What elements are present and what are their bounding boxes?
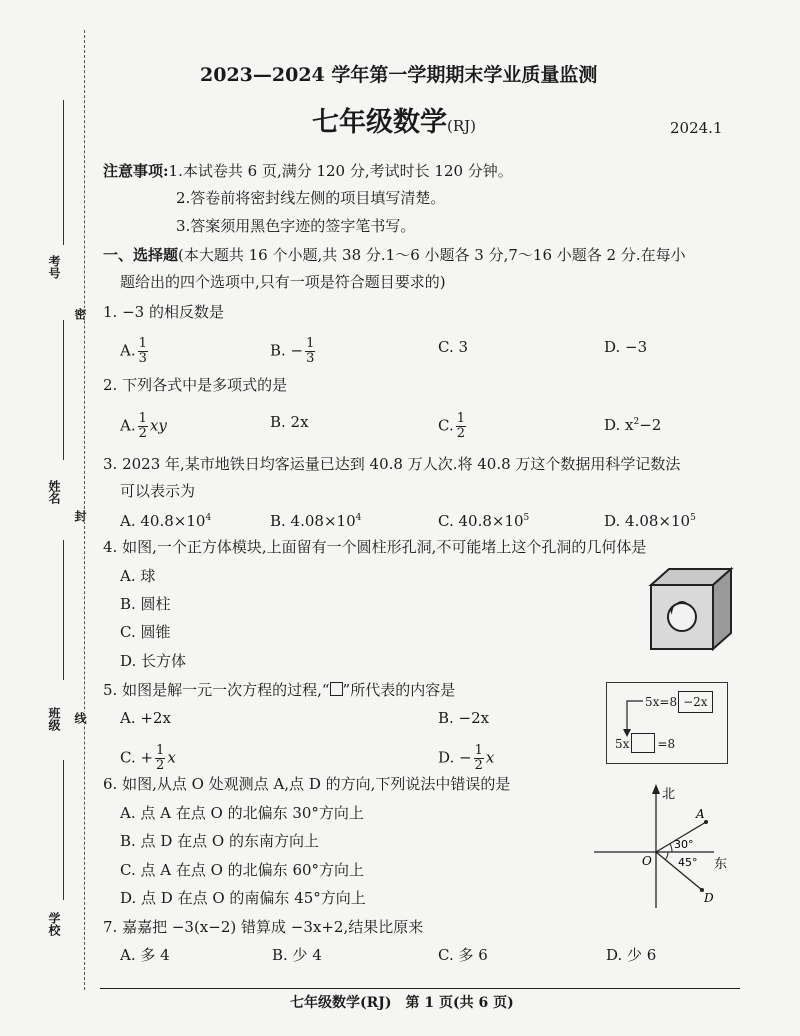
cube-with-hole-figure [645, 563, 735, 655]
q4-option-c: C. 圆锥 [120, 623, 171, 641]
section-desc: 题给出的四个选项中,只有一项是符合题目要求的) [120, 273, 446, 291]
seal-char: 线 [73, 712, 87, 724]
seal-char: 封 [73, 510, 87, 522]
q4-option-a: A. 球 [120, 567, 156, 585]
q4-option-d: D. 长方体 [120, 652, 187, 670]
seal-char: 密 [73, 308, 87, 320]
fig-angle-45: 45° [678, 856, 698, 869]
margin-fill-line [63, 320, 64, 460]
question-3-stem: 3. 2023 年,某市地铁日均客运量已达到 40.8 万人次.将 40.8 万这个数据用科学记数法 [103, 455, 681, 473]
q1-option-d: D. −3 [604, 338, 648, 356]
margin-label-id: 考号 [47, 255, 61, 279]
q3-option-d: D. $4.08\times 10^5$ [604, 512, 696, 530]
question-5-stem: 5. 如图是解一元一次方程的过程,“ ”所代表的内容是 [103, 681, 456, 699]
q5-option-b: B. −2x [438, 709, 490, 727]
q2-option-d: D. $x^2-2$ [604, 416, 662, 434]
notice-item: 3.答案须用黑色字迹的签字笔书写。 [176, 217, 416, 235]
question-3-stem-cont: 可以表示为 [120, 482, 196, 500]
question-4-stem: 4. 如图,一个正方体模块,上面留有一个圆柱形孔洞,不可能堵上这个孔洞的几何体是 [103, 538, 647, 556]
fig-east-label: 东 [714, 857, 728, 872]
notice-item: 2.答卷前将密封线左侧的项目填写清楚。 [176, 189, 446, 207]
margin-label-school: 学校 [47, 912, 61, 936]
fig-eq-line1: 5x=8 −2x [645, 691, 713, 713]
q7-option-a: A. 多 4 [120, 946, 170, 964]
margin-fill-line [63, 760, 64, 900]
exam-title: 2023—2024 学年第一学期期末学业质量监测 [200, 64, 598, 86]
margin-label-name: 姓名 [47, 480, 61, 504]
question-1-stem: 1. −3 的相反数是 [103, 303, 224, 321]
q3-option-c: C. $40.8\times 10^5$ [438, 512, 530, 530]
notice-item: 注意事项:1.本试卷共 6 页,满分 120 分,考试时长 120 分钟。 [103, 162, 513, 180]
q1-option-c: C. 3 [438, 338, 469, 356]
footer-rule [100, 988, 740, 989]
section-heading: 一、选择题(本大题共 16 个小题,共 38 分.1～6 小题各 3 分,7～16 小题各 2 分.在每小 [103, 246, 686, 264]
margin-label-class: 班级 [47, 707, 61, 731]
q7-option-d: D. 少 6 [606, 946, 657, 964]
q6-option-d: D. 点 D 在点 O 的南偏东 45°方向上 [120, 889, 366, 907]
q6-option-b: B. 点 D 在点 O 的东南方向上 [120, 832, 319, 850]
q5-option-d: D. − $\frac{1}{2}$ x [438, 743, 495, 773]
fig-eq-line2: 5x =8 [615, 733, 675, 754]
q5-option-a: A. +2x [120, 709, 171, 727]
q3-option-a: A. $40.8\times 10^4$ [120, 512, 212, 530]
direction-figure [590, 782, 740, 912]
q3-option-b: B. $4.08\times 10^4$ [270, 512, 362, 530]
question-6-stem: 6. 如图,从点 O 处观测点 A,点 D 的方向,下列说法中错误的是 [103, 775, 511, 793]
equation-figure [606, 682, 728, 764]
fig-point-d: D [704, 891, 714, 905]
q7-option-b: B. 少 4 [272, 946, 322, 964]
q2-option-a: A. $\frac{1}{2}$ xy [120, 411, 167, 441]
fig-north-label: 北 [662, 787, 676, 802]
fig-point-o: O [642, 854, 652, 868]
q6-option-c: C. 点 A 在点 O 的北偏东 60°方向上 [120, 861, 365, 879]
subject-title: 七年级数学(RJ) [312, 107, 477, 138]
q1-option-b: B. − $\frac{1}{3}$ [270, 336, 315, 366]
margin-fill-line [63, 100, 64, 245]
exam-date: 2024.1 [670, 119, 723, 137]
q4-option-b: B. 圆柱 [120, 595, 171, 613]
question-7-stem: 7. 嘉嘉把 −3(x−2) 错算成 −3x+2,结果比原来 [103, 918, 424, 936]
fig-angle-30: 30° [674, 838, 694, 851]
q2-option-c: C. $\frac{1}{2}$ [438, 411, 465, 441]
fig-point-a: A [696, 807, 705, 821]
q7-option-c: C. 多 6 [438, 946, 488, 964]
q6-option-a: A. 点 A 在点 O 的北偏东 30°方向上 [120, 804, 364, 822]
question-2-stem: 2. 下列各式中是多项式的是 [103, 376, 288, 394]
margin-fill-line [63, 540, 64, 680]
q1-option-a: A. $\frac{1}{3}$ [120, 336, 147, 366]
q5-option-c: C. + $\frac{1}{2}$ x [120, 743, 176, 773]
page-footer: 七年级数学(RJ) 第 1 页(共 6 页) [290, 995, 514, 1011]
q2-option-b: B. 2x [270, 413, 309, 431]
